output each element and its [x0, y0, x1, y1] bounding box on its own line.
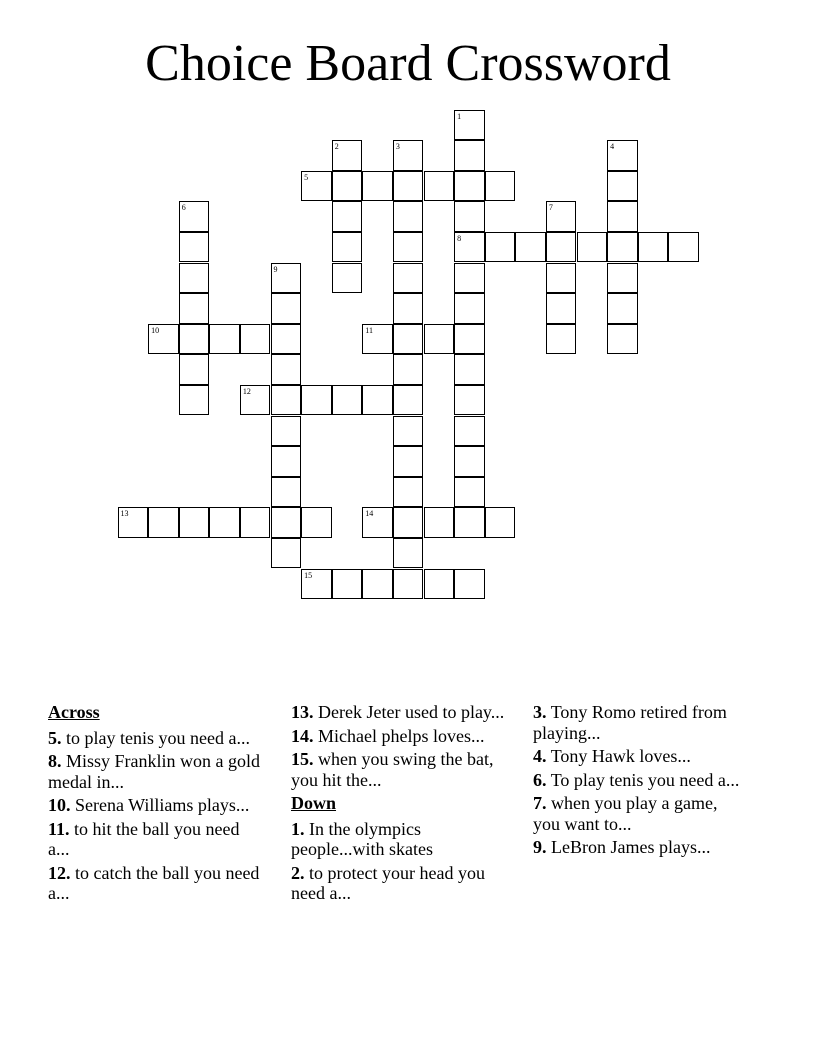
clue-number-label: 15 — [304, 570, 313, 580]
grid-cell[interactable] — [485, 507, 516, 538]
grid-cell[interactable] — [179, 385, 210, 416]
grid-cell[interactable] — [362, 171, 393, 202]
grid-cell[interactable] — [271, 354, 302, 385]
grid-cell[interactable] — [148, 507, 179, 538]
grid-cell[interactable] — [454, 263, 485, 294]
down-heading: Down — [291, 793, 337, 813]
grid-cell[interactable] — [546, 324, 577, 355]
clue-text: when you swing the bat, you hit the... — [291, 749, 494, 790]
clue-number: 11. — [48, 818, 70, 839]
grid-cell[interactable] — [271, 416, 302, 447]
clue-text: Missy Franklin won a gold medal in... — [48, 751, 261, 792]
clue-item — [533, 793, 748, 834]
clue-number-label: 5 — [304, 172, 309, 182]
grid-cell[interactable] — [271, 385, 302, 416]
grid-cell[interactable] — [332, 263, 363, 294]
grid-cell[interactable] — [668, 232, 699, 263]
clue-number: 7. — [533, 793, 547, 813]
grid-cell[interactable] — [301, 507, 332, 538]
grid-cell[interactable] — [454, 110, 485, 141]
grid-cell[interactable] — [607, 171, 638, 202]
grid-cell[interactable] — [454, 507, 485, 538]
grid-cell[interactable] — [179, 263, 210, 294]
clue-item — [291, 749, 506, 790]
grid-cell[interactable] — [424, 324, 455, 355]
clue-item — [533, 837, 748, 858]
page-title: Choice Board Crossword — [145, 35, 671, 92]
clue-number: 3. — [533, 702, 547, 722]
grid-cell[interactable] — [362, 385, 393, 416]
grid-cell[interactable] — [393, 140, 424, 171]
grid-cell[interactable] — [454, 324, 485, 355]
grid-cell[interactable] — [454, 293, 485, 324]
clue-item — [291, 819, 506, 860]
grid-cell[interactable] — [393, 232, 424, 263]
grid-cell[interactable] — [454, 232, 485, 263]
grid-cell[interactable] — [393, 293, 424, 324]
grid-cell[interactable] — [393, 385, 424, 416]
grid-cell[interactable] — [332, 140, 363, 171]
grid-cell[interactable] — [332, 569, 363, 600]
clue-item — [291, 863, 506, 904]
grid-cell[interactable] — [393, 263, 424, 294]
clue-number-label: 1 — [457, 111, 462, 121]
grid-cell[interactable] — [209, 324, 240, 355]
grid-cell[interactable] — [332, 232, 363, 263]
clue-number-label: 4 — [610, 142, 615, 152]
clue-number: 1. — [291, 818, 305, 839]
clue-number: 13. — [291, 702, 314, 722]
clue-number-label: 8 — [457, 233, 462, 243]
grid-cell[interactable] — [393, 324, 424, 355]
grid-cell[interactable] — [424, 507, 455, 538]
clue-number: 14. — [291, 725, 314, 746]
grid-cell[interactable] — [271, 538, 302, 569]
grid-cell[interactable] — [271, 507, 302, 538]
clue-number: 4. — [533, 746, 547, 766]
grid-cell[interactable] — [240, 324, 271, 355]
grid-cell[interactable] — [271, 293, 302, 324]
grid-cell[interactable] — [546, 293, 577, 324]
grid-cell[interactable] — [393, 538, 424, 569]
grid-cell[interactable] — [393, 171, 424, 202]
grid-cell[interactable] — [301, 569, 332, 600]
grid-cell[interactable] — [607, 232, 638, 263]
grid-cell[interactable] — [546, 232, 577, 263]
grid-cell[interactable] — [271, 263, 302, 294]
grid-cell[interactable] — [118, 507, 149, 538]
clue-column-1 — [48, 702, 263, 907]
grid-cell[interactable] — [454, 416, 485, 447]
clue-number-label: 3 — [395, 142, 400, 152]
grid-cell[interactable] — [332, 385, 363, 416]
clue-number-label: 2 — [334, 142, 339, 152]
grid-cell[interactable] — [148, 324, 179, 355]
grid-cell[interactable] — [424, 569, 455, 600]
grid-cell[interactable] — [179, 232, 210, 263]
grid-cell[interactable] — [607, 293, 638, 324]
clue-text: to catch the ball you need a... — [48, 862, 260, 903]
clue-item — [48, 728, 263, 749]
clue-item — [48, 795, 263, 816]
clue-text: to play tenis you need a... — [66, 727, 250, 748]
grid-cell[interactable] — [454, 569, 485, 600]
clue-column-3 — [533, 702, 748, 861]
grid-cell[interactable] — [179, 507, 210, 538]
grid-cell[interactable] — [607, 140, 638, 171]
grid-cell[interactable] — [454, 201, 485, 232]
clue-number: 9. — [533, 837, 547, 857]
grid-cell[interactable] — [393, 446, 424, 477]
grid-cell[interactable] — [607, 263, 638, 294]
grid-cell[interactable] — [179, 201, 210, 232]
grid-cell[interactable] — [638, 232, 669, 263]
clue-number-label: 10 — [151, 325, 160, 335]
grid-cell[interactable] — [332, 201, 363, 232]
clue-number: 15. — [291, 749, 314, 769]
grid-cell[interactable] — [454, 385, 485, 416]
clue-text: In the olympics people...with skates — [291, 818, 433, 859]
grid-cell[interactable] — [301, 385, 332, 416]
clue-number: 8. — [48, 751, 62, 771]
clue-column-2 — [291, 702, 506, 907]
grid-cell[interactable] — [546, 201, 577, 232]
grid-cell[interactable] — [240, 385, 271, 416]
clue-text: Tony Romo retired from playing... — [533, 702, 727, 743]
grid-cell[interactable] — [179, 354, 210, 385]
clue-item — [48, 863, 263, 904]
clue-number: 12. — [48, 862, 71, 883]
clue-number: 6. — [533, 769, 547, 790]
clue-number: 10. — [48, 795, 71, 815]
grid-cell[interactable] — [209, 507, 240, 538]
grid-cell[interactable] — [454, 446, 485, 477]
grid-cell[interactable] — [454, 354, 485, 385]
grid-cell[interactable] — [607, 201, 638, 232]
grid-cell[interactable] — [454, 140, 485, 171]
grid-cell[interactable] — [393, 201, 424, 232]
grid-cell[interactable] — [271, 446, 302, 477]
clue-number-label: 14 — [365, 509, 374, 519]
clue-item — [48, 819, 263, 860]
grid-cell[interactable] — [607, 324, 638, 355]
clue-item — [48, 751, 263, 792]
grid-cell[interactable] — [362, 507, 393, 538]
clue-number-label: 13 — [120, 509, 129, 519]
clue-text: Tony Hawk loves... — [550, 746, 691, 766]
grid-cell[interactable] — [577, 232, 608, 263]
clue-text: To play tenis you need a... — [550, 769, 740, 790]
clue-item — [533, 746, 748, 767]
grid-cell[interactable] — [454, 171, 485, 202]
clue-text: Serena Williams plays... — [75, 795, 250, 815]
grid-cell[interactable] — [271, 477, 302, 508]
clue-text: LeBron James plays... — [551, 837, 711, 857]
grid-cell[interactable] — [424, 171, 455, 202]
clue-item — [291, 726, 506, 747]
grid-cell[interactable] — [485, 232, 516, 263]
clue-number: 2. — [291, 862, 305, 883]
clue-number-label: 7 — [548, 203, 553, 213]
clue-number-label: 9 — [273, 264, 278, 274]
grid-cell[interactable] — [546, 263, 577, 294]
clue-item — [533, 770, 748, 791]
grid-cell[interactable] — [332, 171, 363, 202]
grid-cell[interactable] — [393, 416, 424, 447]
clue-item — [533, 702, 748, 743]
grid-cell[interactable] — [179, 293, 210, 324]
grid-cell[interactable] — [393, 569, 424, 600]
grid-cell[interactable] — [240, 507, 271, 538]
grid-cell[interactable] — [454, 477, 485, 508]
clue-text: when you play a game, you want to... — [533, 793, 718, 834]
grid-cell[interactable] — [362, 324, 393, 355]
clue-text: to hit the ball you need a... — [48, 818, 240, 859]
grid-cell[interactable] — [271, 324, 302, 355]
clue-item — [291, 702, 506, 723]
clue-text: to protect your head you need a... — [291, 862, 485, 903]
grid-cell[interactable] — [485, 171, 516, 202]
across-heading: Across — [48, 702, 100, 722]
clue-number-label: 11 — [365, 325, 373, 335]
clue-number: 5. — [48, 727, 62, 748]
grid-cell[interactable] — [301, 171, 332, 202]
clue-number-label: 12 — [242, 386, 251, 396]
grid-cell[interactable] — [362, 569, 393, 600]
clue-text: Michael phelps loves... — [318, 725, 485, 746]
grid-cell[interactable] — [393, 354, 424, 385]
clue-text: Derek Jeter used to play... — [318, 702, 505, 722]
grid-cell[interactable] — [393, 477, 424, 508]
clue-number-label: 6 — [181, 203, 186, 213]
grid-cell[interactable] — [515, 232, 546, 263]
grid-cell[interactable] — [393, 507, 424, 538]
grid-cell[interactable] — [179, 324, 210, 355]
